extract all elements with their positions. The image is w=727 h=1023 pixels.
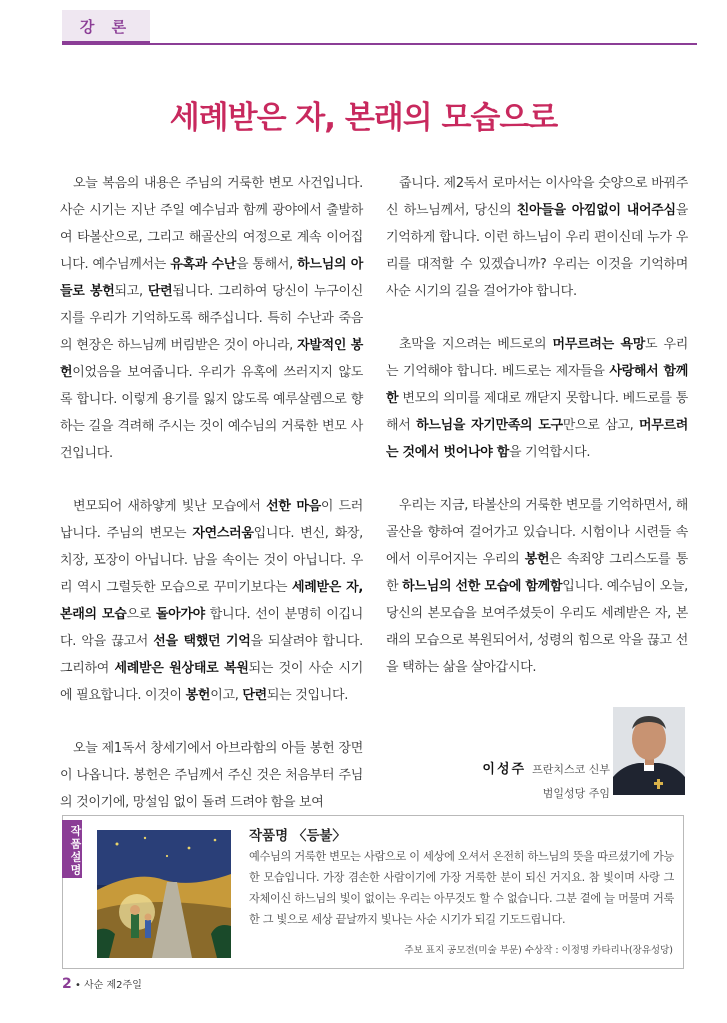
page-number: 2 — [62, 976, 72, 992]
left-column — [60, 170, 363, 842]
emphasis: 단련 — [147, 284, 173, 299]
emphasis: 머무르려는 욕망 — [552, 337, 645, 352]
emphasis: 선한 마음 — [266, 499, 321, 514]
emphasis: 하느님의 아들로 봉헌 — [60, 257, 363, 299]
artwork-description: 예수님의 거룩한 변모는 사람으로 이 세상에 오셔서 온전히 하느님의 뜻을 따르셨기에 가능한 모습입니다. 가장 겸손한 사람이기에 가장 거룩한 분이 되신 거지요. 참 빛이며 사랑 그 자체이신 하느님의 빛이 없이는 우리는 아무것도 할 수 없습니다. 그분 곁에 늘 머물며 거룩한 그 빛으로 세상 끝날까지 빛나는 사순 시기가 되길 기도드립니다. — [249, 850, 674, 926]
emphasis: 유혹과 수난 — [170, 257, 237, 272]
emphasis: 하느님을 자기만족의 도구 — [416, 418, 563, 433]
emphasis: 봉헌 — [524, 552, 550, 567]
artwork-image — [97, 830, 231, 958]
page-footer — [62, 976, 142, 992]
paragraph: 오늘 복음의 내용은 주님의 거룩한 변모 사건입니다. 사순 시기는 지난 주일 예수님과 함께 광야에서 출발하여 타볼산으로, 그리고 해골산의 여정으로 계속 이어집니다. 예수님께서는 유혹과 수난을 통해서, 하느님의 아들로 봉헌되고, 단련됩니다. 그리하여 당신이 누구이신지를 우리가 기억하도록 해주십니다. 특히 수난과 죽음의 현장은 하느님께 버림받은 것이 아니라, 자발적인 봉헌이었음을 보여줍니다. 우리가 유혹에 쓰러지지 않도록 합니다. 이렇게 용기를 잃지 않도록 예루살렘으로 향하는 길을 격려해 주시는 것이 예수님의 거룩한 변모 사건입니다. — [60, 176, 364, 461]
paragraph: 줍니다. 제2독서 로마서는 이사악을 숫양으로 바꿔주신 하느님께서, 당신의 친아들을 아낌없이 내어주심을 기억하게 합니다. 이런 하느님이 우리 편이신데 누가 우리를 대적할 수 있겠습니까? 우리는 이것을 기억하며 사순 시기의 길을 걸어가야 합니다. — [386, 176, 688, 299]
page-title: 세례받은 자, 본래의 모습으로 — [169, 100, 558, 136]
author-title: 프란치스코 신부 — [532, 763, 610, 776]
emphasis: 봉헌 — [185, 688, 211, 703]
emphasis: 사랑해서 함께한 — [386, 364, 688, 406]
emphasis: 자연스러움 — [192, 526, 254, 541]
footer-label: • 사순 제2주일 — [74, 980, 142, 991]
emphasis: 세례받은 원상태로 복원 — [114, 661, 249, 676]
paragraph: 변모되어 새하얗게 빛난 모습에서 선한 마음이 드러납니다. 주님의 변모는 자연스러움입니다. 변신, 화장, 치장, 포장이 아닙니다. 남을 속이는 것이 아닙니다. 우리 역시 그럴듯한 모습으로 꾸미기보다는 세례받은 자, 본래의 모습으로 돌아가야 합니다. 선이 분명히 이깁니다. 악을 끊고서 선을 택했던 기억을 되살려야 합니다. 그리하여 세례받은 원상태로 복원되는 것이 사순 시기에 필요합니다. 이것이 봉헌이고, 단련되는 것입니다. — [60, 499, 364, 703]
emphasis: 친아들을 아낌없이 내어주심 — [516, 203, 676, 218]
emphasis: 단련 — [242, 688, 267, 703]
emphasis: 선을 택했던 기억 — [153, 634, 251, 649]
author-info — [470, 758, 610, 806]
paragraph: 우리는 지금, 타볼산의 거룩한 변모를 기억하면서, 해골산을 향하여 걸어가고 있습니다. 시험이나 시련들 속에서 이루어지는 우리의 봉헌은 속죄양 그리스도를 통한 하느님의 선한 모습에 함께함입니다. 예수님이 오늘, 당신의 본모습을 보여주셨듯이 우리도 세례받은 자, 본래의 모습으로 복원되어서, 성령의 힘으로 악을 끊고 선을 택하는 삶을 살아갑시다. — [386, 498, 688, 675]
artwork-credit: 주보 표지 공모전(미술 부문) 수상작 : 이정명 카타리나(장유성당) — [404, 945, 673, 956]
paragraph: 오늘 제1독서 창세기에서 아브라함의 아들 봉헌 장면이 나옵니다. 봉헌은 주님께서 주신 것은 처음부터 주님의 것이기에, 망설임 없이 돌려 드려야 함을 보여 — [60, 741, 363, 810]
emphasis: 자발적인 봉헌 — [60, 338, 363, 380]
author-name: 이성주 — [482, 762, 527, 777]
artwork-title: 작품명 〈등불〉 — [249, 828, 346, 844]
header-rule-accent — [62, 41, 150, 45]
right-column — [386, 170, 688, 707]
header-rule — [62, 43, 697, 45]
artwork-box — [62, 815, 684, 969]
author-photo — [613, 707, 685, 795]
section-label: 강 론 — [62, 10, 150, 44]
emphasis: 하느님의 선한 모습에 함께함 — [402, 579, 563, 594]
author-parish: 범일성당 주임 — [542, 787, 610, 800]
paragraph: 초막을 지으려는 베드로의 머무르려는 욕망도 우리는 기억해야 합니다. 베드로는 제자들을 사랑해서 함께한 변모의 의미를 제대로 깨닫지 못합니다. 베드로를 통해서 하느님을 자기만족의 도구만으로 삼고, 머무르려는 것에서 벗어나야 함을 기억합시다. — [386, 337, 688, 460]
emphasis: 세례받은 자, 본래의 모습 — [60, 580, 363, 622]
emphasis: 돌아가야 — [155, 607, 205, 622]
artwork-tag: 작품설명 — [62, 820, 82, 878]
emphasis: 머무르려는 것에서 벗어나야 함 — [386, 418, 688, 460]
